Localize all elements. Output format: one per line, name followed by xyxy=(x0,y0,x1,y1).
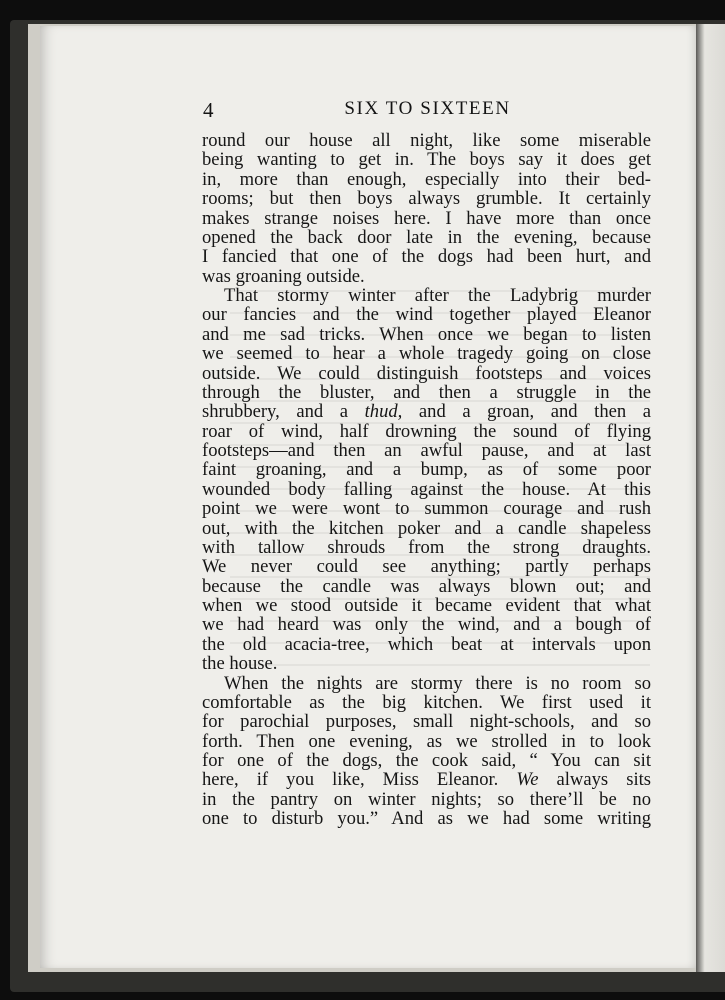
text-line: in the pantry on winter nights; so there’ll be no xyxy=(202,788,651,810)
text-run: and a groan, and then a xyxy=(402,401,651,423)
text-line: our fancies and the wind together played Eleanor xyxy=(202,304,651,326)
text-line: for one of the dogs, the cook said, “ You can sit xyxy=(202,750,651,771)
text-line: opened the back door late in the evening, because xyxy=(202,226,651,248)
text-line: for parochial purposes, small night-schools, and so xyxy=(202,711,651,733)
text-line: round our house all night, like some miserable xyxy=(202,130,651,151)
text-line: footsteps—and then an awful pause, and at last xyxy=(202,440,651,461)
text-line: comfortable as the big kitchen. We first used it xyxy=(202,691,651,713)
running-title: SIX TO SIXTEEN xyxy=(344,98,511,119)
text-line: forth. Then one evening, as we strolled in to look xyxy=(202,730,651,752)
text-line: we seemed to hear a whole tragedy going on close xyxy=(202,343,651,365)
text-line: We never could see anything; partly perhaps xyxy=(202,556,651,578)
text-line: faint groaning, and a bump, as of some poor xyxy=(202,459,651,481)
text-line: That stormy winter after the Ladybrig murder xyxy=(224,285,651,306)
italic-word: thud, xyxy=(364,401,403,423)
text-line: outside. We could distinguish footsteps and voices xyxy=(202,362,651,384)
text-line: out, with the kitchen poker and a candle shapeless xyxy=(202,517,651,539)
text-line: with tallow shrouds from the strong draughts. xyxy=(202,536,651,558)
page-header xyxy=(203,98,652,126)
text-run: always sits xyxy=(538,769,652,791)
text-line: the old acacia-tree, which beat at intervals upon xyxy=(202,633,651,655)
text-line: and me sad tricks. When once we began to listen xyxy=(202,323,651,345)
text-line: because the candle was always blown out; and xyxy=(202,575,651,597)
text-line: the house. xyxy=(202,653,278,675)
text-line xyxy=(202,402,651,421)
text-line: when we stood outside it became evident that what xyxy=(202,595,651,616)
book-gutter xyxy=(696,24,725,972)
text-line: wounded body falling against the house. At this xyxy=(202,478,651,500)
italic-word: We xyxy=(516,769,539,791)
text-run: here, if you like, Miss Eleanor. xyxy=(202,769,517,791)
text-line: through the bluster, and then a struggle in the xyxy=(202,381,651,403)
body-text xyxy=(202,131,651,829)
text-line: point we were wont to summon courage and rush xyxy=(202,498,651,520)
text-line: roar of wind, half drowning the sound of flying xyxy=(202,420,651,442)
text-line xyxy=(202,770,651,789)
text-line: When the nights are stormy there is no room so xyxy=(224,672,651,694)
text-line: makes strange noises here. I have more than once xyxy=(202,207,651,229)
text-line: I fancied that one of the dogs had been hurt, and xyxy=(202,246,651,268)
text-run: shrubbery, and a xyxy=(202,401,365,423)
page-number: 4 xyxy=(203,98,214,122)
text-line: rooms; but then boys always grumble. It certainly xyxy=(202,188,651,210)
text-line: one to disturb you.” And as we had some writing xyxy=(202,808,651,830)
text-line: we had heard was only the wind, and a bough of xyxy=(202,614,651,636)
text-line: was groaning outside. xyxy=(202,265,365,287)
text-line: in, more than enough, especially into their bed- xyxy=(202,168,651,190)
text-line: being wanting to get in. The boys say it does get xyxy=(202,149,651,171)
